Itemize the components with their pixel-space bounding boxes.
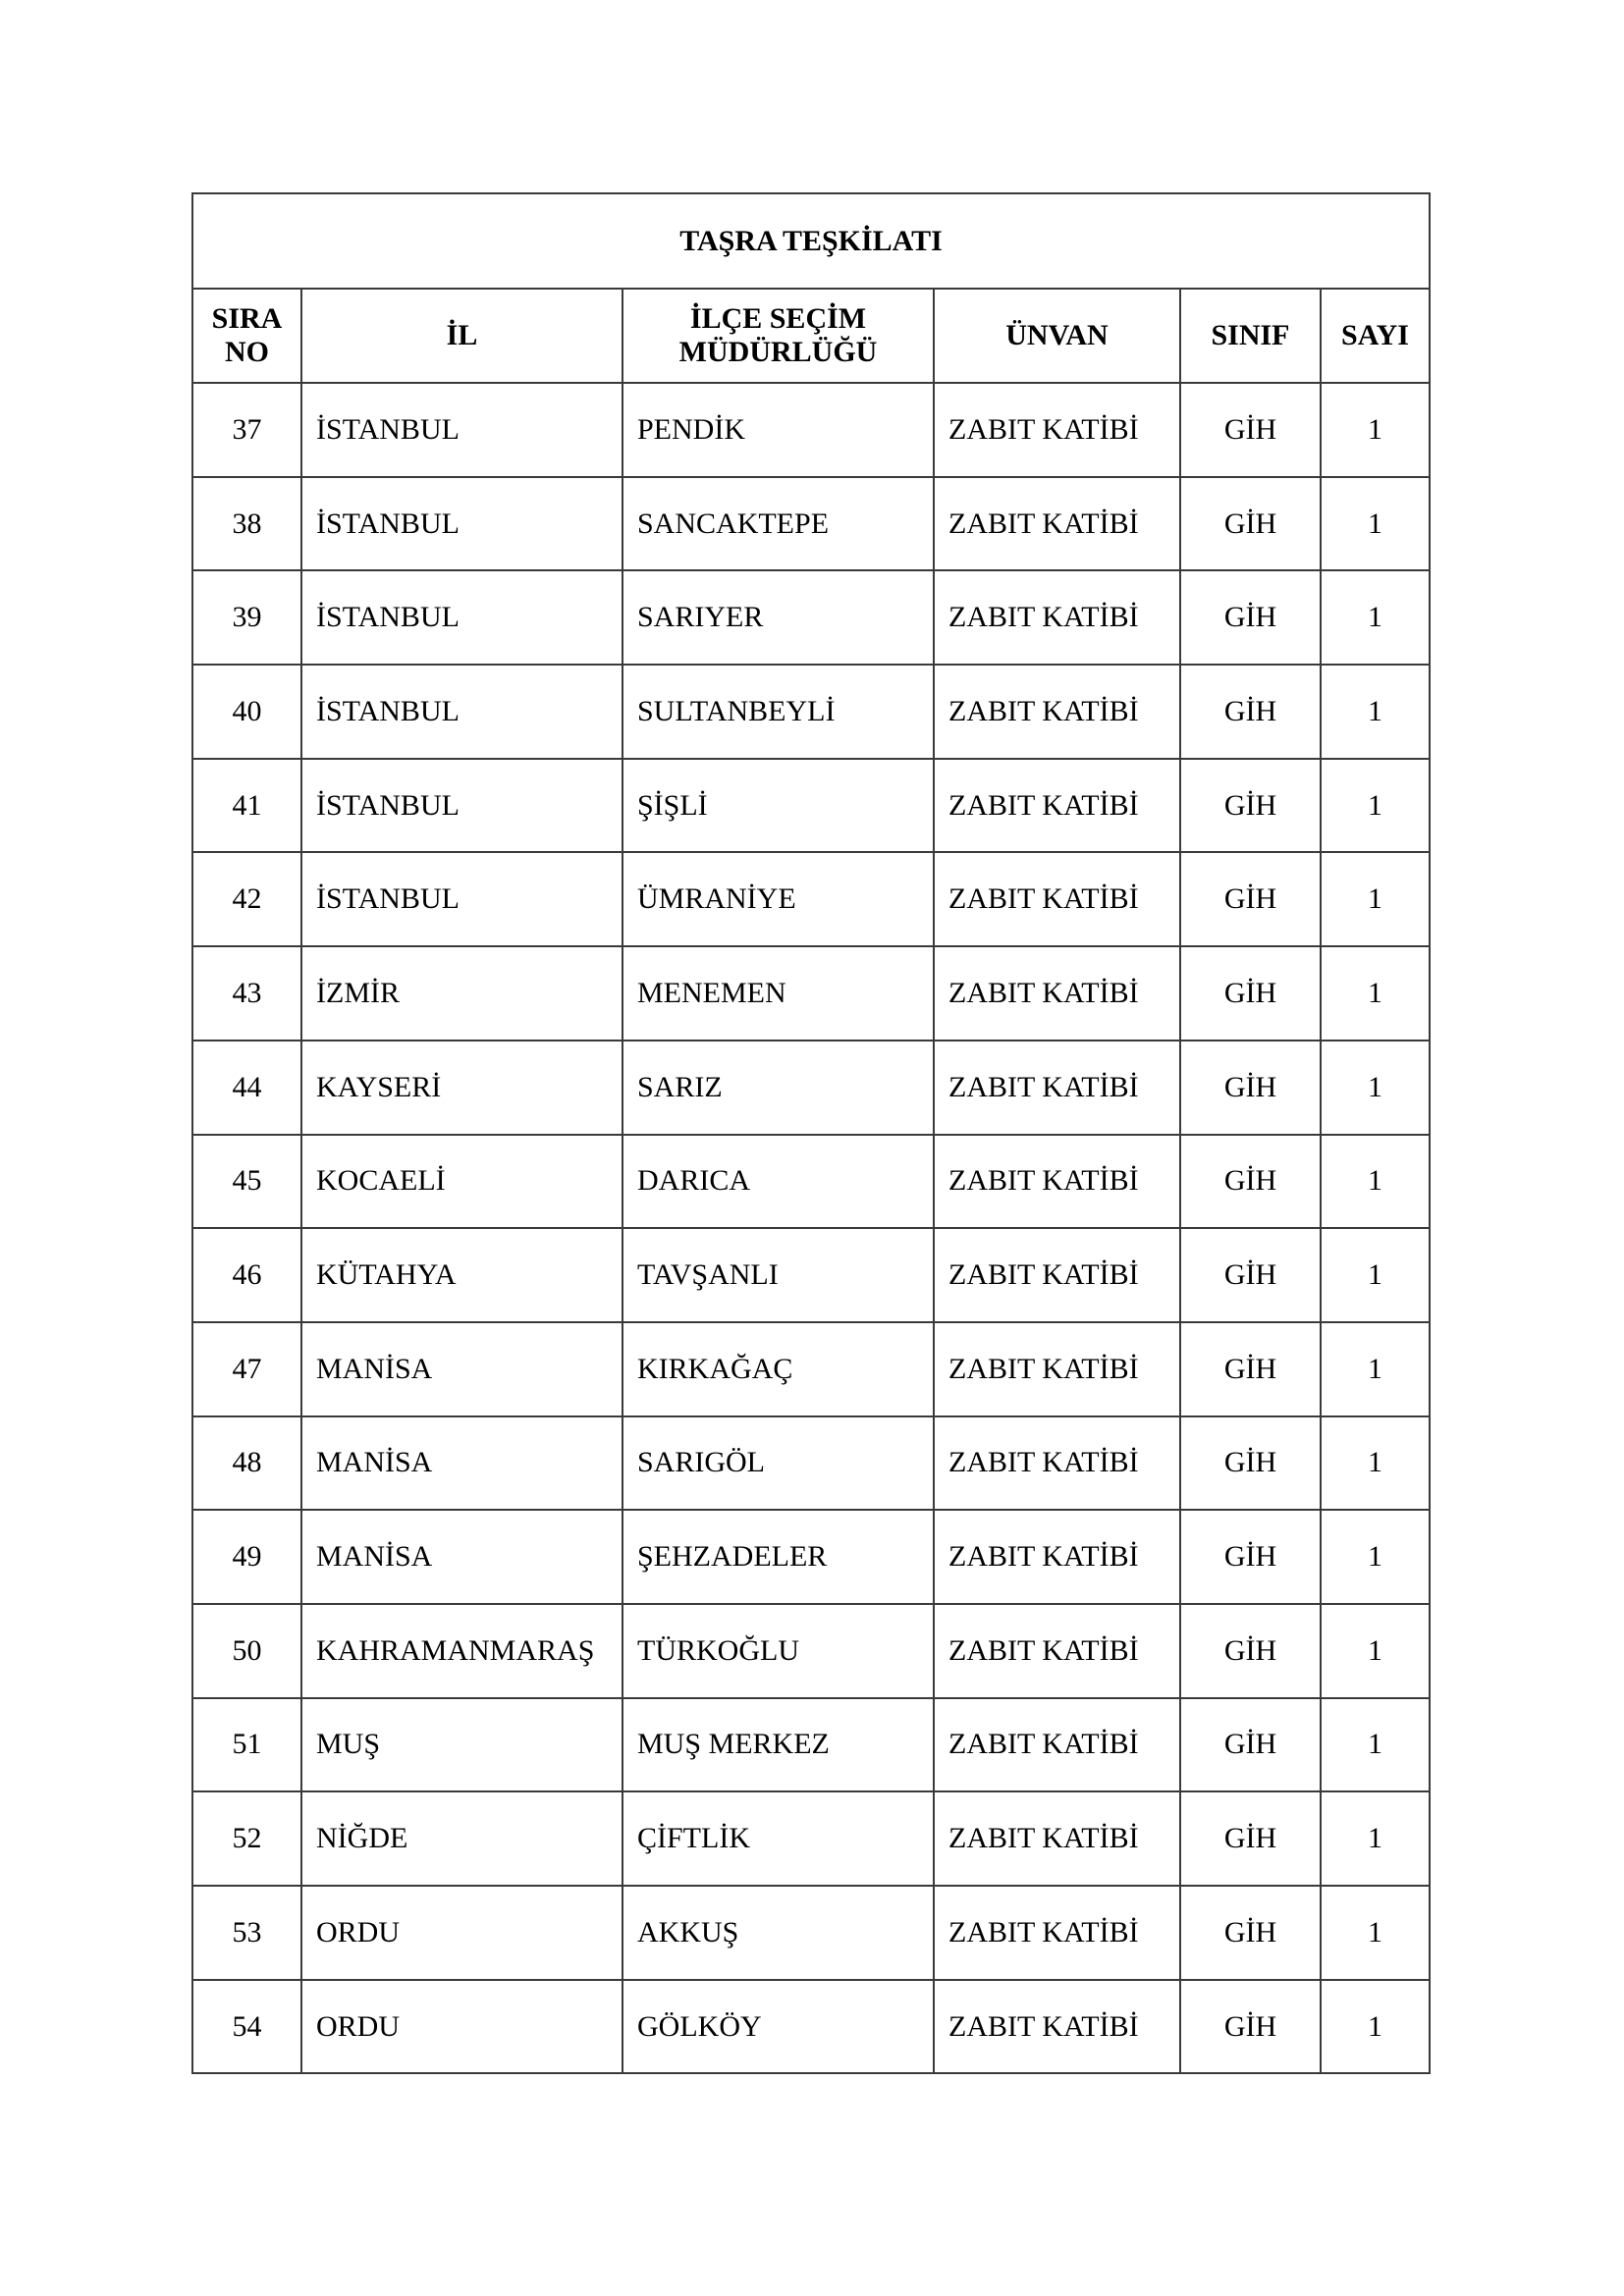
cell-sinif: GİH (1180, 383, 1321, 477)
cell-unvan: ZABIT KATİBİ (934, 1886, 1180, 1980)
table-title: TAŞRA TEŞKİLATI (192, 193, 1430, 289)
cell-sinif: GİH (1180, 1041, 1321, 1135)
cell-ilce: SULTANBEYLİ (623, 665, 934, 759)
cell-unvan: ZABIT KATİBİ (934, 1791, 1180, 1886)
header-il: İL (301, 289, 623, 383)
cell-sinif: GİH (1180, 1228, 1321, 1322)
header-sayi: SAYI (1321, 289, 1430, 383)
cell-ilce: MENEMEN (623, 946, 934, 1041)
cell-sayi: 1 (1321, 946, 1430, 1041)
cell-unvan: ZABIT KATİBİ (934, 1980, 1180, 2074)
cell-il: İSTANBUL (301, 665, 623, 759)
cell-il: MANİSA (301, 1322, 623, 1416)
cell-unvan: ZABIT KATİBİ (934, 759, 1180, 853)
cell-sira-no: 45 (192, 1135, 301, 1229)
cell-sinif: GİH (1180, 1510, 1321, 1604)
cell-sinif: GİH (1180, 759, 1321, 853)
cell-sayi: 1 (1321, 570, 1430, 665)
cell-unvan: ZABIT KATİBİ (934, 1510, 1180, 1604)
cell-sayi: 1 (1321, 1228, 1430, 1322)
table-row (192, 665, 1430, 759)
cell-il: ORDU (301, 1980, 623, 2074)
table-row (192, 383, 1430, 477)
cell-sinif: GİH (1180, 477, 1321, 571)
table-row (192, 1886, 1430, 1980)
header-ilce-secim-mudurlugu (623, 289, 934, 383)
cell-sinif: GİH (1180, 665, 1321, 759)
cell-sira-no: 54 (192, 1980, 301, 2074)
cell-sayi: 1 (1321, 852, 1430, 946)
cell-sayi: 1 (1321, 1698, 1430, 1792)
cell-unvan: ZABIT KATİBİ (934, 570, 1180, 665)
cell-sayi: 1 (1321, 759, 1430, 853)
cell-unvan: ZABIT KATİBİ (934, 1416, 1180, 1511)
cell-ilce: PENDİK (623, 383, 934, 477)
header-sira-no (192, 289, 301, 383)
cell-unvan: ZABIT KATİBİ (934, 665, 1180, 759)
cell-unvan: ZABIT KATİBİ (934, 1698, 1180, 1792)
table-row (192, 1698, 1430, 1792)
cell-unvan: ZABIT KATİBİ (934, 1322, 1180, 1416)
cell-sinif: GİH (1180, 946, 1321, 1041)
cell-sayi: 1 (1321, 1886, 1430, 1980)
cell-il: KAYSERİ (301, 1041, 623, 1135)
header-row (192, 289, 1430, 383)
cell-il: KÜTAHYA (301, 1228, 623, 1322)
cell-sinif: GİH (1180, 1416, 1321, 1511)
header-ilce-line1: İLÇE SEÇİM (689, 302, 867, 335)
cell-il: İSTANBUL (301, 852, 623, 946)
cell-sinif: GİH (1180, 1980, 1321, 2074)
cell-ilce: MUŞ MERKEZ (623, 1698, 934, 1792)
header-unvan: ÜNVAN (934, 289, 1180, 383)
cell-unvan: ZABIT KATİBİ (934, 1135, 1180, 1229)
cell-unvan: ZABIT KATİBİ (934, 1604, 1180, 1698)
cell-sayi: 1 (1321, 665, 1430, 759)
cell-sinif: GİH (1180, 1135, 1321, 1229)
cell-sira-no: 50 (192, 1604, 301, 1698)
cell-sayi: 1 (1321, 1041, 1430, 1135)
cell-sira-no: 40 (192, 665, 301, 759)
table-row (192, 1416, 1430, 1511)
cell-sira-no: 41 (192, 759, 301, 853)
cell-sayi: 1 (1321, 1135, 1430, 1229)
cell-sayi: 1 (1321, 1604, 1430, 1698)
cell-il: İZMİR (301, 946, 623, 1041)
cell-sayi: 1 (1321, 1510, 1430, 1604)
table-row (192, 1980, 1430, 2074)
cell-sinif: GİH (1180, 852, 1321, 946)
table-row (192, 759, 1430, 853)
taskra-teskilati-table (191, 192, 1431, 2074)
cell-sira-no: 48 (192, 1416, 301, 1511)
cell-sinif: GİH (1180, 570, 1321, 665)
cell-sinif: GİH (1180, 1322, 1321, 1416)
table-row (192, 1041, 1430, 1135)
header-ilce-line2: MÜDÜRLÜĞÜ (678, 336, 878, 368)
cell-ilce: SARIZ (623, 1041, 934, 1135)
cell-sira-no: 49 (192, 1510, 301, 1604)
cell-sinif: GİH (1180, 1791, 1321, 1886)
cell-ilce: GÖLKÖY (623, 1980, 934, 2074)
cell-sayi: 1 (1321, 383, 1430, 477)
cell-sinif: GİH (1180, 1604, 1321, 1698)
cell-il: KAHRAMANMARAŞ (301, 1604, 623, 1698)
cell-sayi: 1 (1321, 1980, 1430, 2074)
cell-ilce: KIRKAĞAÇ (623, 1322, 934, 1416)
cell-sayi: 1 (1321, 477, 1430, 571)
table-row (192, 1510, 1430, 1604)
cell-ilce: AKKUŞ (623, 1886, 934, 1980)
cell-ilce: SANCAKTEPE (623, 477, 934, 571)
cell-unvan: ZABIT KATİBİ (934, 1228, 1180, 1322)
table-row (192, 1791, 1430, 1886)
cell-unvan: ZABIT KATİBİ (934, 852, 1180, 946)
table-row (192, 570, 1430, 665)
cell-il: MANİSA (301, 1416, 623, 1511)
table-row (192, 946, 1430, 1041)
cell-ilce: SARIYER (623, 570, 934, 665)
cell-sayi: 1 (1321, 1322, 1430, 1416)
cell-sira-no: 47 (192, 1322, 301, 1416)
cell-ilce: ŞİŞLİ (623, 759, 934, 853)
cell-sira-no: 46 (192, 1228, 301, 1322)
cell-il: İSTANBUL (301, 570, 623, 665)
cell-il: İSTANBUL (301, 477, 623, 571)
cell-sira-no: 53 (192, 1886, 301, 1980)
table-row (192, 1604, 1430, 1698)
cell-unvan: ZABIT KATİBİ (934, 1041, 1180, 1135)
cell-ilce: ÇİFTLİK (623, 1791, 934, 1886)
cell-ilce: TAVŞANLI (623, 1228, 934, 1322)
cell-il: NİĞDE (301, 1791, 623, 1886)
cell-sira-no: 44 (192, 1041, 301, 1135)
cell-ilce: DARICA (623, 1135, 934, 1229)
cell-il: MUŞ (301, 1698, 623, 1792)
cell-il: KOCAELİ (301, 1135, 623, 1229)
cell-il: MANİSA (301, 1510, 623, 1604)
cell-sayi: 1 (1321, 1416, 1430, 1511)
cell-sinif: GİH (1180, 1886, 1321, 1980)
cell-sira-no: 43 (192, 946, 301, 1041)
cell-il: İSTANBUL (301, 383, 623, 477)
table-row (192, 1135, 1430, 1229)
table-row (192, 477, 1430, 571)
table-row (192, 1228, 1430, 1322)
header-sira-no-line2: NO (225, 336, 269, 368)
cell-sira-no: 38 (192, 477, 301, 571)
cell-ilce: ÜMRANİYE (623, 852, 934, 946)
cell-il: İSTANBUL (301, 759, 623, 853)
cell-sira-no: 51 (192, 1698, 301, 1792)
cell-il: ORDU (301, 1886, 623, 1980)
cell-ilce: ŞEHZADELER (623, 1510, 934, 1604)
cell-sira-no: 39 (192, 570, 301, 665)
cell-sira-no: 42 (192, 852, 301, 946)
cell-unvan: ZABIT KATİBİ (934, 383, 1180, 477)
table-body (192, 383, 1430, 2073)
table-row (192, 1322, 1430, 1416)
cell-sira-no: 37 (192, 383, 301, 477)
cell-ilce: SARIGÖL (623, 1416, 934, 1511)
title-row (192, 193, 1430, 289)
header-sira-no-line1: SIRA (211, 302, 283, 335)
cell-unvan: ZABIT KATİBİ (934, 946, 1180, 1041)
cell-sinif: GİH (1180, 1698, 1321, 1792)
cell-ilce: TÜRKOĞLU (623, 1604, 934, 1698)
header-sinif: SINIF (1180, 289, 1321, 383)
table-row (192, 852, 1430, 946)
cell-sayi: 1 (1321, 1791, 1430, 1886)
cell-unvan: ZABIT KATİBİ (934, 477, 1180, 571)
cell-sira-no: 52 (192, 1791, 301, 1886)
